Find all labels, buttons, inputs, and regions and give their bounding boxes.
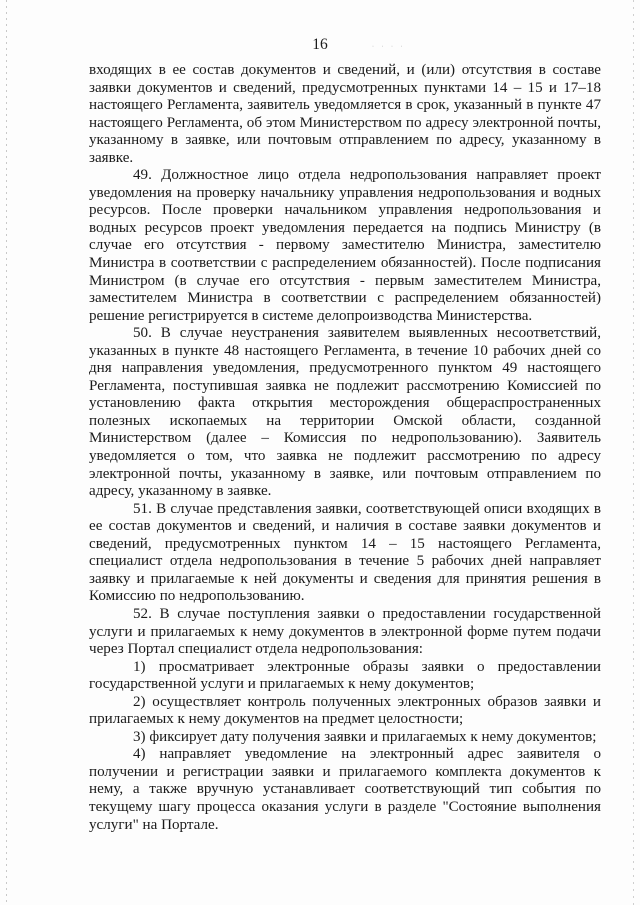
- paragraph-52-item-4: 4) направляет уведомление на электронный адрес заявителя о получении и регистрации заявки и прилагаемого комплекта документов к нему, а также вручную устанавливает соответствующий тип события по текущему шагу процесса оказания услуги в разделе "Состояние выполнения услуги" на Портале.: [89, 746, 601, 833]
- paragraph-52: 52. В случае поступления заявки о предоставлении государственной услуги и прилагаемых к нему документов в электронной форме путем подачи через Портал специалист отдела недропользования:: [89, 605, 601, 658]
- scan-artifact: · · · ·: [372, 44, 406, 50]
- paragraph-49: 49. Должностное лицо отдела недропользования направляет проект уведомления на проверку начальнику управления недропользования и водных ресурсов. После проверки начальником управления недропользования и водных ресурсов проект уведомления передается на подпись Министру (в случае его отсутствия - первому заместителю Министра, заместителю Министра в соответствии с распределением обязанностей). После подписания Министром (в случае его отсутствия - первым заместителем Министра, заместителем Министра в соответствии с распределением обязанностей) решение регистрируется в системе делопроизводства Министерства.: [89, 167, 601, 324]
- page-number: 16: [312, 36, 328, 53]
- scan-edge-right: [633, 0, 634, 905]
- paragraph-52-item-2: 2) осуществляет контроль полученных электронных образов заявки и прилагаемых к нему документов на предмет целостности;: [89, 693, 601, 728]
- scan-edge-left: [6, 0, 7, 905]
- paragraph-52-item-3: 3) фиксирует дату получения заявки и прилагаемых к нему документов;: [133, 728, 597, 745]
- document-body: [89, 62, 601, 834]
- paragraph-51: 51. В случае представления заявки, соответствующей описи входящих в ее состав документов и сведений, и наличия в составе заявки документов и сведений, предусмотренных пунктом 14 – 15 настоящего Регламента, специалист отдела недропользования в течение 5 рабочих дней направляет заявку и прилагаемые к ней документы и сведения для принятия решения в Комиссию по недропользованию.: [89, 500, 601, 605]
- paragraph-52-item-1: 1) просматривает электронные образы заявки о предоставлении государственной услуги и прилагаемых к нему документов;: [89, 658, 601, 693]
- paragraph-50: 50. В случае неустранения заявителем выявленных несоответствий, указанных в пункте 48 настоящего Регламента, в течение 10 рабочих дней со дня направления уведомления, предусмотренного пунктом 49 настоящего Регламента, поступившая заявка не подлежит рассмотрению Комиссией по установлению факта открытия месторождения общераспространенных полезных ископаемых на территории Омской области, созданной Министерством (далее – Комиссия по недропользованию). Заявитель уведомляется о том, что заявка не подлежит рассмотрению по адресу электронной почты, указанному в заявке, или почтовым отправлением по адресу, указанному в заявке.: [89, 325, 601, 500]
- paragraph-continuation: входящих в ее состав документов и сведений, и (или) отсутствия в составе заявки документов и сведений, предусмотренных пунктами 14 – 15 и 17–18 настоящего Регламента, заявитель уведомляется в срок, указанный в пункте 47 настоящего Регламента, об этом Министерством по адресу электронной почты, указанному в заявке, или почтовым отправлением по адресу, указанному в заявке.: [89, 62, 601, 166]
